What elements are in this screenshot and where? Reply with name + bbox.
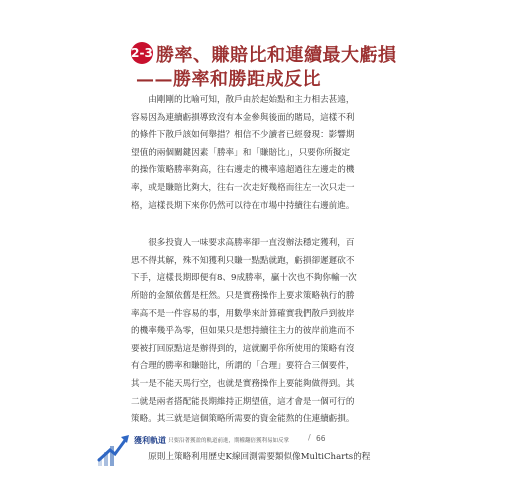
page-footer [0, 420, 520, 500]
paragraph-2: 很多投資人一味要求高勝率卻一直沒辦法穩定獲利，百 思不得其解，殊不知獲利只賺一點點就跑，虧損卻遲遲砍不 下手，這樣長期即便有8、9成勝率，贏十次也不夠你輸一次 所賠的金額依舊是枉然。只是實務操作上要求策略執行的勝 率高不是一件容易的事，用數學來計算確實我們散戶到彼岸 的機率幾乎為零，但如果只是想持續往主力的彼岸前進而不 要被打回原點這是辦得到的，這就關乎你所使用的策略有沒 有合理的勝率和賺賠比，所謂的「合理」要符合三個要件， 其一是不能天馬行空，也就是實務操作上要能夠做得到。其 二就是兩者搭配能長期維持正期望值，這才會是一個可行的 策略。其三就是這個策略所需要的資金能熬的住連續虧損。 [131, 238, 357, 425]
footer-book-title: 獲利軌道 [134, 436, 166, 445]
section-number-badge: 2-3 [131, 42, 153, 64]
footer-separator: / [308, 433, 311, 442]
page-number: 66 [316, 434, 326, 443]
rising-arrow-logo-icon [96, 430, 132, 470]
section-title: 勝率、賺賠比和連續最大虧損 [156, 45, 397, 66]
footer-tagline: 只要沿著獲盈的軌道前進，期權翻倍獲利易如反掌 [168, 438, 290, 444]
body-text [131, 92, 386, 466]
section-subtitle: ——勝率和勝距成反比 [136, 69, 321, 90]
paragraph-1: 由剛剛的比喻可知，散戶由於起始點和主力相去甚遠， 容易因為連續虧損導致沒有本金參與後面的賭局，這樣不利 的條件下散戶該如何舉措？相信不少讀者已經發現：影響期 望值的兩個關鍵因素「勝率」和「賺賠比」，只要你所擬定 的操作策略勝率夠高，往右邊走的機率遠超過往左邊走的機 率，或是賺賠比夠大，往右一次走好幾格而往左一次只走一 格，這樣長期下來你仍然可以待在市場中持續往右邊前進。 [131, 95, 355, 211]
paragraph-3: 原則上策略利用歷史K線回測需要類似像MultiCharts的程 [148, 451, 371, 462]
